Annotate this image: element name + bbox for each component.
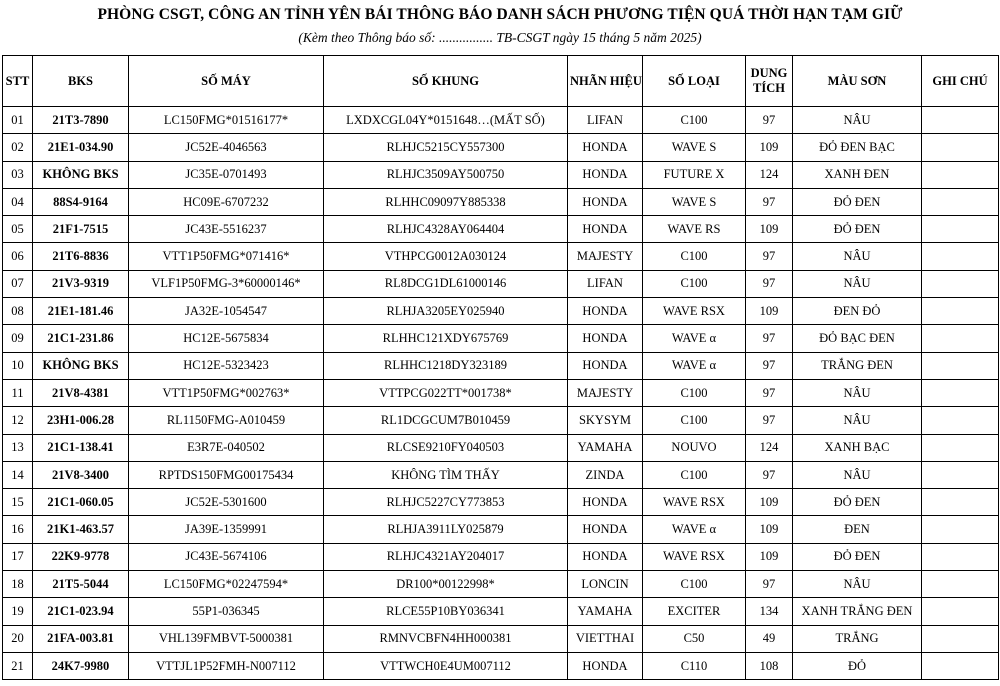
- table-row: [3, 243, 999, 270]
- cell-so-may: JA32E-1054547: [129, 298, 324, 325]
- cell-mau-son: XANH BẠC: [793, 434, 922, 461]
- table-row: [3, 270, 999, 297]
- cell-so-loai: C100: [643, 107, 746, 134]
- cell-bks: 21FA-003.81: [33, 625, 129, 652]
- table-row: [3, 216, 999, 243]
- cell-dung-tich: 97: [746, 107, 793, 134]
- cell-nhan-hieu: HONDA: [568, 216, 643, 243]
- cell-mau-son: ĐỎ: [793, 652, 922, 679]
- cell-stt: 16: [3, 516, 33, 543]
- cell-so-loai: WAVE α: [643, 352, 746, 379]
- table-row: [3, 571, 999, 598]
- cell-stt: 21: [3, 652, 33, 679]
- cell-mau-son: NÂU: [793, 407, 922, 434]
- cell-bks: 21C1-023.94: [33, 598, 129, 625]
- cell-so-loai: WAVE RSX: [643, 489, 746, 516]
- cell-ghi-chu: [922, 379, 999, 406]
- cell-so-khung: RMNVCBFN4HH000381: [324, 625, 568, 652]
- cell-stt: 08: [3, 298, 33, 325]
- cell-ghi-chu: [922, 107, 999, 134]
- cell-dung-tich: 97: [746, 188, 793, 215]
- cell-so-loai: WAVE RS: [643, 216, 746, 243]
- cell-nhan-hieu: MAJESTY: [568, 379, 643, 406]
- cell-stt: 20: [3, 625, 33, 652]
- cell-dung-tich: 97: [746, 352, 793, 379]
- cell-ghi-chu: [922, 134, 999, 161]
- cell-mau-son: ĐỎ ĐEN BẠC: [793, 134, 922, 161]
- cell-so-loai: C100: [643, 461, 746, 488]
- cell-stt: 10: [3, 352, 33, 379]
- table-row: [3, 407, 999, 434]
- cell-so-may: E3R7E-040502: [129, 434, 324, 461]
- cell-ghi-chu: [922, 325, 999, 352]
- cell-nhan-hieu: HONDA: [568, 298, 643, 325]
- document-title: PHÒNG CSGT, CÔNG AN TỈNH YÊN BÁI THÔNG BÁO DANH SÁCH PHƯƠNG TIỆN QUÁ THỜI HẠN TẠM GIỮ: [97, 6, 903, 23]
- cell-stt: 02: [3, 134, 33, 161]
- cell-so-khung: RLHHC09097Y885338: [324, 188, 568, 215]
- cell-bks: 21C1-060.05: [33, 489, 129, 516]
- cell-so-may: LC150FMG*01516177*: [129, 107, 324, 134]
- table-row: [3, 134, 999, 161]
- cell-so-may: RL1150FMG-A010459: [129, 407, 324, 434]
- cell-so-loai: WAVE α: [643, 325, 746, 352]
- cell-so-loai: FUTURE X: [643, 161, 746, 188]
- cell-ghi-chu: [922, 489, 999, 516]
- cell-so-loai: C100: [643, 571, 746, 598]
- cell-bks: 21K1-463.57: [33, 516, 129, 543]
- cell-so-loai: C100: [643, 270, 746, 297]
- cell-dung-tich: 134: [746, 598, 793, 625]
- cell-so-khung: RLCSE9210FY040503: [324, 434, 568, 461]
- cell-so-khung: RLHHC121XDY675769: [324, 325, 568, 352]
- cell-mau-son: NÂU: [793, 107, 922, 134]
- cell-so-loai: EXCITER: [643, 598, 746, 625]
- cell-mau-son: NÂU: [793, 461, 922, 488]
- header-dung-tich-line2: TÍCH: [753, 81, 785, 95]
- cell-ghi-chu: [922, 652, 999, 679]
- cell-dung-tich: 97: [746, 243, 793, 270]
- cell-mau-son: NÂU: [793, 270, 922, 297]
- cell-so-khung: RLCE55P10BY036341: [324, 598, 568, 625]
- header-mau-son: MÀU SƠN: [793, 56, 922, 107]
- cell-bks: 21V3-9319: [33, 270, 129, 297]
- cell-bks: 21V8-3400: [33, 461, 129, 488]
- header-dung-tich-line1: DUNG: [750, 66, 788, 80]
- cell-dung-tich: 97: [746, 379, 793, 406]
- cell-dung-tich: 124: [746, 434, 793, 461]
- cell-so-khung: RLHJC4321AY204017: [324, 543, 568, 570]
- cell-stt: 19: [3, 598, 33, 625]
- cell-mau-son: ĐỎ ĐEN: [793, 216, 922, 243]
- cell-so-may: HC12E-5675834: [129, 325, 324, 352]
- cell-mau-son: ĐỎ ĐEN: [793, 543, 922, 570]
- cell-so-khung: RLHJC4328AY064404: [324, 216, 568, 243]
- table-row: [3, 543, 999, 570]
- vehicle-table: [2, 55, 999, 680]
- cell-so-khung: RLHJA3911LY025879: [324, 516, 568, 543]
- cell-stt: 03: [3, 161, 33, 188]
- cell-mau-son: ĐỎ ĐEN: [793, 489, 922, 516]
- cell-ghi-chu: [922, 270, 999, 297]
- cell-so-loai: WAVE S: [643, 188, 746, 215]
- cell-so-may: HC12E-5323423: [129, 352, 324, 379]
- cell-so-may: RPTDS150FMG00175434: [129, 461, 324, 488]
- cell-bks: KHÔNG BKS: [33, 352, 129, 379]
- cell-dung-tich: 124: [746, 161, 793, 188]
- cell-so-loai: C110: [643, 652, 746, 679]
- cell-nhan-hieu: HONDA: [568, 352, 643, 379]
- cell-bks: 21C1-231.86: [33, 325, 129, 352]
- cell-ghi-chu: [922, 243, 999, 270]
- cell-mau-son: TRẮNG: [793, 625, 922, 652]
- cell-nhan-hieu: HONDA: [568, 652, 643, 679]
- cell-so-may: JC43E-5516237: [129, 216, 324, 243]
- cell-ghi-chu: [922, 434, 999, 461]
- cell-so-khung: RLHJC3509AY500750: [324, 161, 568, 188]
- cell-so-khung: RL1DCGCUM7B010459: [324, 407, 568, 434]
- cell-stt: 07: [3, 270, 33, 297]
- cell-dung-tich: 109: [746, 298, 793, 325]
- cell-so-may: LC150FMG*02247594*: [129, 571, 324, 598]
- cell-bks: 21C1-138.41: [33, 434, 129, 461]
- cell-so-khung: LXDXCGL04Y*0151648…(MẤT SỐ): [324, 107, 568, 134]
- cell-mau-son: ĐỎ ĐEN: [793, 188, 922, 215]
- cell-nhan-hieu: SKYSYM: [568, 407, 643, 434]
- cell-nhan-hieu: MAJESTY: [568, 243, 643, 270]
- cell-stt: 01: [3, 107, 33, 134]
- cell-dung-tich: 97: [746, 571, 793, 598]
- header-dung-tich: [746, 56, 793, 107]
- cell-mau-son: XANH TRẮNG ĐEN: [793, 598, 922, 625]
- cell-so-khung: RLHJC5215CY557300: [324, 134, 568, 161]
- cell-ghi-chu: [922, 625, 999, 652]
- cell-stt: 14: [3, 461, 33, 488]
- header-so-loai: SỐ LOẠI: [643, 56, 746, 107]
- table-row: [3, 516, 999, 543]
- cell-nhan-hieu: LIFAN: [568, 107, 643, 134]
- cell-dung-tich: 108: [746, 652, 793, 679]
- table-row: [3, 325, 999, 352]
- cell-so-khung: KHÔNG TÌM THẤY: [324, 461, 568, 488]
- header-nhan-hieu: NHÃN HIỆU: [568, 56, 643, 107]
- cell-dung-tich: 97: [746, 325, 793, 352]
- cell-so-loai: WAVE α: [643, 516, 746, 543]
- cell-dung-tich: 97: [746, 270, 793, 297]
- cell-so-loai: NOUVO: [643, 434, 746, 461]
- table-row: [3, 598, 999, 625]
- cell-dung-tich: 109: [746, 543, 793, 570]
- table-row: [3, 652, 999, 679]
- cell-bks: 24K7-9980: [33, 652, 129, 679]
- cell-nhan-hieu: YAMAHA: [568, 598, 643, 625]
- cell-dung-tich: 97: [746, 461, 793, 488]
- cell-so-may: VTT1P50FMG*071416*: [129, 243, 324, 270]
- cell-so-loai: C100: [643, 379, 746, 406]
- cell-ghi-chu: [922, 461, 999, 488]
- cell-dung-tich: 109: [746, 216, 793, 243]
- cell-mau-son: XANH ĐEN: [793, 161, 922, 188]
- cell-so-khung: RLHHC1218DY323189: [324, 352, 568, 379]
- table-row: [3, 434, 999, 461]
- header-bks: BKS: [33, 56, 129, 107]
- table-row: [3, 107, 999, 134]
- cell-stt: 12: [3, 407, 33, 434]
- cell-dung-tich: 109: [746, 516, 793, 543]
- cell-so-may: VTTJL1P52FMH-N007112: [129, 652, 324, 679]
- cell-stt: 11: [3, 379, 33, 406]
- cell-mau-son: ĐEN: [793, 516, 922, 543]
- cell-so-loai: WAVE RSX: [643, 543, 746, 570]
- cell-nhan-hieu: LIFAN: [568, 270, 643, 297]
- cell-so-may: 55P1-036345: [129, 598, 324, 625]
- table-row: [3, 461, 999, 488]
- cell-nhan-hieu: HONDA: [568, 489, 643, 516]
- cell-so-khung: RLHJA3205EY025940: [324, 298, 568, 325]
- cell-ghi-chu: [922, 516, 999, 543]
- cell-bks: 21E1-034.90: [33, 134, 129, 161]
- cell-bks: 22K9-9778: [33, 543, 129, 570]
- cell-so-may: JC52E-5301600: [129, 489, 324, 516]
- cell-stt: 06: [3, 243, 33, 270]
- document-subtitle: (Kèm theo Thông báo số: ................ TB-CSGT ngày 15 tháng 5 năm 2025): [298, 30, 702, 45]
- cell-so-may: VTT1P50FMG*002763*: [129, 379, 324, 406]
- table-row: [3, 298, 999, 325]
- cell-nhan-hieu: VIETTHAI: [568, 625, 643, 652]
- cell-bks: 21F1-7515: [33, 216, 129, 243]
- cell-so-loai: C100: [643, 407, 746, 434]
- cell-mau-son: NÂU: [793, 379, 922, 406]
- header-stt: STT: [3, 56, 33, 107]
- cell-nhan-hieu: ZINDA: [568, 461, 643, 488]
- cell-so-loai: WAVE S: [643, 134, 746, 161]
- cell-so-khung: VTTWCH0E4UM007112: [324, 652, 568, 679]
- cell-nhan-hieu: HONDA: [568, 161, 643, 188]
- cell-bks: 88S4-9164: [33, 188, 129, 215]
- cell-ghi-chu: [922, 352, 999, 379]
- table-row: [3, 352, 999, 379]
- cell-nhan-hieu: HONDA: [568, 543, 643, 570]
- cell-mau-son: NÂU: [793, 571, 922, 598]
- cell-so-khung: RLHJC5227CY773853: [324, 489, 568, 516]
- cell-mau-son: ĐỎ BẠC ĐEN: [793, 325, 922, 352]
- cell-dung-tich: 109: [746, 134, 793, 161]
- cell-stt: 15: [3, 489, 33, 516]
- cell-bks: KHÔNG BKS: [33, 161, 129, 188]
- cell-bks: 23H1-006.28: [33, 407, 129, 434]
- cell-ghi-chu: [922, 161, 999, 188]
- table-row: [3, 188, 999, 215]
- cell-nhan-hieu: LONCIN: [568, 571, 643, 598]
- cell-so-may: VHL139FMBVT-5000381: [129, 625, 324, 652]
- cell-so-may: JC35E-0701493: [129, 161, 324, 188]
- cell-nhan-hieu: HONDA: [568, 516, 643, 543]
- cell-stt: 04: [3, 188, 33, 215]
- cell-so-may: JA39E-1359991: [129, 516, 324, 543]
- cell-so-loai: C100: [643, 243, 746, 270]
- cell-nhan-hieu: HONDA: [568, 325, 643, 352]
- cell-so-may: HC09E-6707232: [129, 188, 324, 215]
- cell-bks: 21T3-7890: [33, 107, 129, 134]
- cell-bks: 21E1-181.46: [33, 298, 129, 325]
- cell-mau-son: NÂU: [793, 243, 922, 270]
- header-ghi-chu: GHI CHÚ: [922, 56, 999, 107]
- cell-mau-son: ĐEN ĐỎ: [793, 298, 922, 325]
- cell-so-loai: WAVE RSX: [643, 298, 746, 325]
- cell-so-loai: C50: [643, 625, 746, 652]
- cell-so-may: VLF1P50FMG-3*60000146*: [129, 270, 324, 297]
- cell-bks: 21V8-4381: [33, 379, 129, 406]
- cell-stt: 05: [3, 216, 33, 243]
- header-so-may: SỐ MÁY: [129, 56, 324, 107]
- cell-dung-tich: 97: [746, 407, 793, 434]
- cell-so-khung: RL8DCG1DL61000146: [324, 270, 568, 297]
- cell-dung-tich: 49: [746, 625, 793, 652]
- cell-nhan-hieu: HONDA: [568, 134, 643, 161]
- cell-ghi-chu: [922, 571, 999, 598]
- header-so-khung: SỐ KHUNG: [324, 56, 568, 107]
- cell-ghi-chu: [922, 598, 999, 625]
- cell-stt: 13: [3, 434, 33, 461]
- table-row: [3, 161, 999, 188]
- cell-nhan-hieu: YAMAHA: [568, 434, 643, 461]
- table-row: [3, 379, 999, 406]
- cell-bks: 21T5-5044: [33, 571, 129, 598]
- cell-so-khung: VTTPCG022TT*001738*: [324, 379, 568, 406]
- cell-so-may: JC52E-4046563: [129, 134, 324, 161]
- cell-stt: 17: [3, 543, 33, 570]
- cell-ghi-chu: [922, 543, 999, 570]
- cell-ghi-chu: [922, 407, 999, 434]
- cell-stt: 09: [3, 325, 33, 352]
- table-row: [3, 625, 999, 652]
- table-row: [3, 489, 999, 516]
- cell-ghi-chu: [922, 216, 999, 243]
- cell-so-khung: DR100*00122998*: [324, 571, 568, 598]
- cell-stt: 18: [3, 571, 33, 598]
- cell-dung-tich: 109: [746, 489, 793, 516]
- cell-mau-son: TRẮNG ĐEN: [793, 352, 922, 379]
- table-header-row: [3, 56, 999, 107]
- cell-so-khung: VTHPCG0012A030124: [324, 243, 568, 270]
- cell-so-may: JC43E-5674106: [129, 543, 324, 570]
- cell-bks: 21T6-8836: [33, 243, 129, 270]
- cell-ghi-chu: [922, 298, 999, 325]
- cell-nhan-hieu: HONDA: [568, 188, 643, 215]
- cell-ghi-chu: [922, 188, 999, 215]
